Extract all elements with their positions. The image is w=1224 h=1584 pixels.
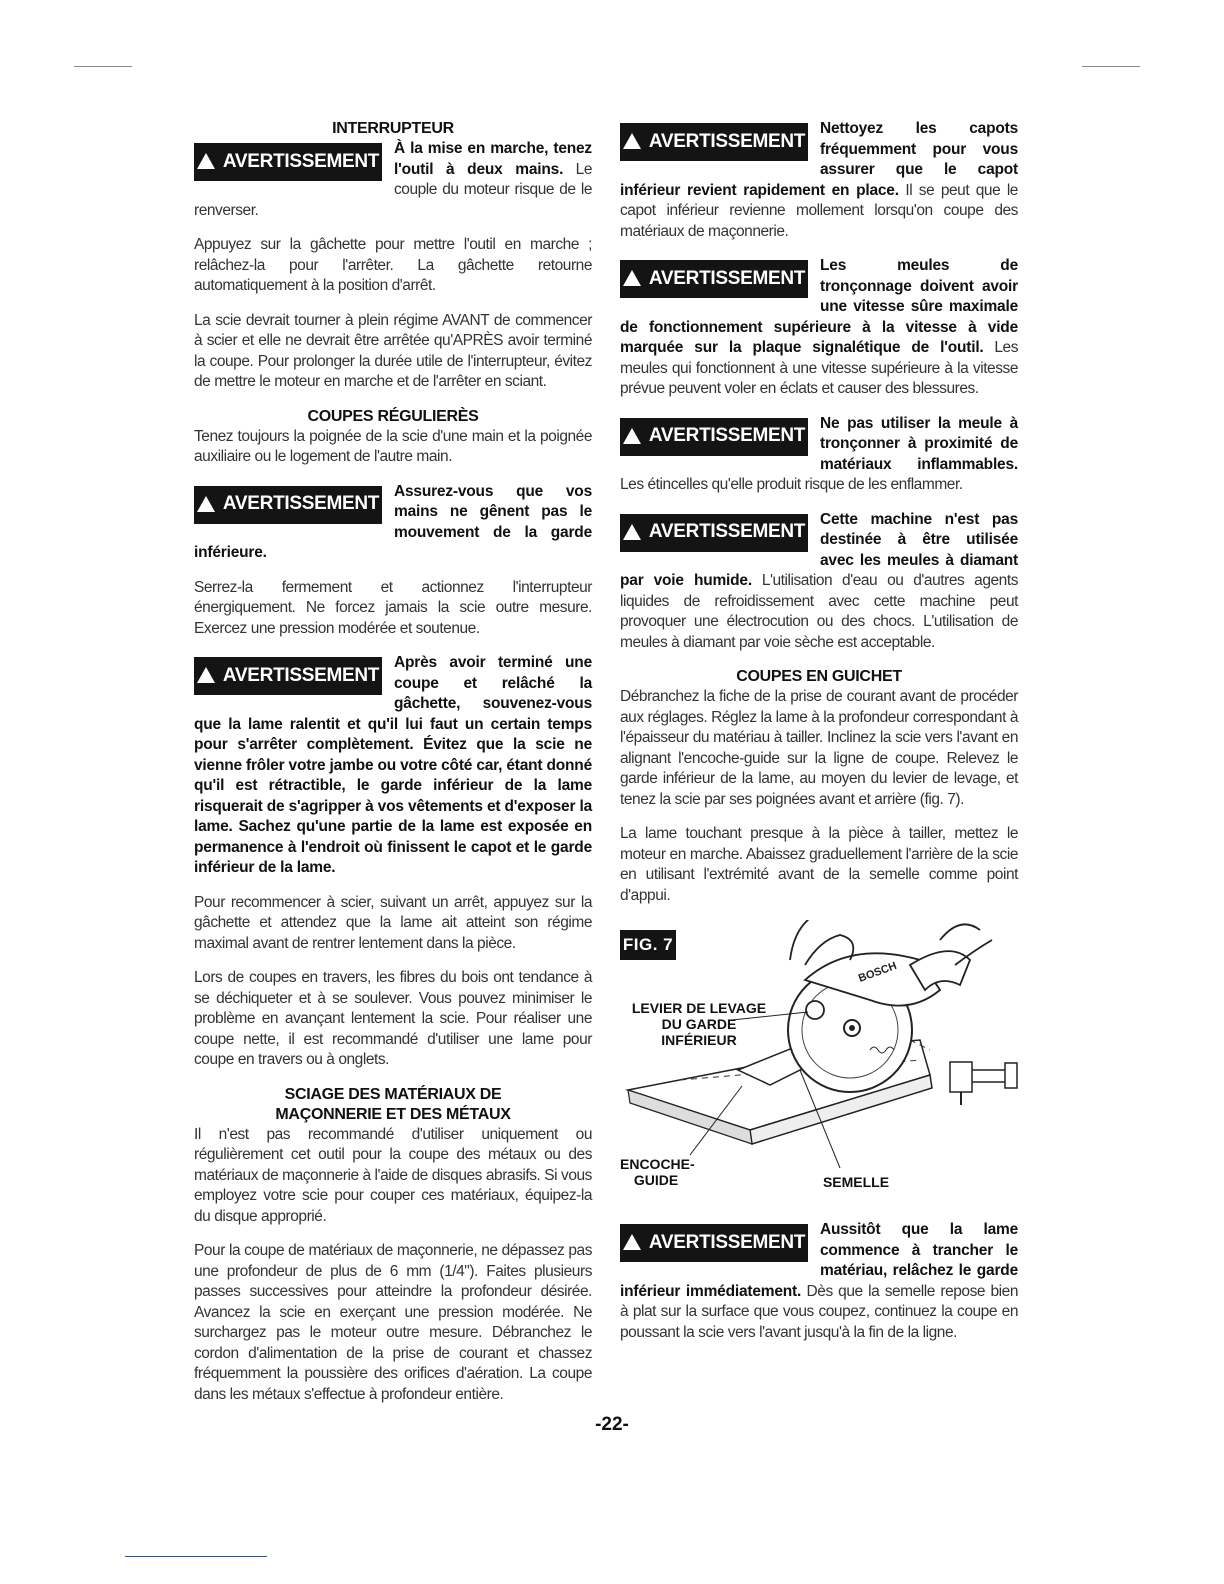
- paragraph-hold-saw: Tenez toujours la poignée de la scie d'une main et la poignée auxiliaire ou le logement de l'autre main.: [194, 427, 592, 465]
- warning-triangle-icon: [197, 496, 215, 512]
- paragraph-crosscut: Lors de coupes en travers, les fibres du bois ont tendance à se déchiqueter et à se soulever. Vous pouvez minimiser le problème en avançant lentement la scie. Pour réaliser une coupe nette, il est recommandé d'utiliser une lame pour coupe en travers ou à onglets.: [194, 969, 592, 1068]
- warning-triangle-icon: [623, 428, 641, 444]
- label-lift-lever-line1: LEVIER DE LEVAGE: [631, 1000, 767, 1016]
- figure-badge: FIG. 7: [620, 930, 676, 960]
- warning-badge-label: AVERTISSEMENT: [648, 425, 806, 447]
- paragraph-unplug-adjust: Débranchez la fiche de la prise de courant avant de procéder aux réglages. Réglez la lame à la profondeur correspondant à l'épaisseur du matériau à tailler. Inclinez la scie vers l'avant en alignant l'encoche-guide sur la ligne de coupe. Relevez le garde inférieur de la lame, au moyen du levier de levage, et tenez la scie par ses poignées avant et arrière (fig. 7).: [620, 688, 1018, 808]
- paragraph-restart: Pour recommencer à scier, suivant un arrêt, appuyez sur la gâchette et attendez que la lame ait atteint son régime maximal avant de rentrer lentement dans la pièce.: [194, 893, 592, 952]
- paragraph-abrasive: Il n'est pas recommandé d'utiliser uniquement ou régulièrement cet outil pour la coupe des métaux ou des matériaux de maçonnerie à l'aide de disques abrasifs. Si vous employez votre scie pour couper ces matériaux, équipez-la du disque approprié.: [194, 1125, 592, 1225]
- top-right-rule: [1082, 66, 1140, 67]
- heading-coupes-en-guichet: COUPES EN GUICHET: [736, 668, 902, 685]
- warning-bold-text: Ne pas utiliser la meule à tronçonner à proximité de matériaux inflammables.: [820, 414, 1018, 473]
- label-guide-notch-line2: GUIDE: [633, 1172, 679, 1188]
- warning-badge-label: AVERTISSEMENT: [648, 1231, 806, 1253]
- warning-badge: [194, 143, 382, 181]
- label-shoe: SEMELLE: [822, 1174, 890, 1190]
- warning-bold-text: À la mise en marche, tenez l'outil à deux mains.: [394, 140, 592, 178]
- warning-triangle-icon: [197, 153, 215, 169]
- heading-sciage-line1: SCIAGE DES MATÉRIAUX DE: [284, 1085, 502, 1103]
- warning-badge: [620, 1224, 808, 1262]
- heading-sciage-line2: MAÇONNERIE ET DES MÉTAUX: [275, 1105, 511, 1123]
- warning-text: Les étincelles qu'elle produit risque de les enflammer.: [620, 476, 963, 493]
- paragraph-lower-saw: La lame touchant presque à la pièce à tailler, mettez le moteur en marche. Abaissez graduellement l'arrière de la scie en utilisant l'extrémité avant de la semelle comme point d'appui.: [620, 825, 1018, 904]
- warning-triangle-icon: [623, 133, 641, 149]
- warning-badge: [620, 514, 808, 552]
- warning-bold-text: Les meules de tronçonnage doivent avoir une vitesse sûre maximale de fonctionnement supérieure à la vitesse à vide marquée sur la plaque signalétique de l'outil.: [620, 257, 1018, 356]
- footer-rule: [125, 1556, 267, 1557]
- figure-7: [620, 920, 1020, 1210]
- warning-triangle-icon: [623, 1234, 641, 1250]
- warning-badge-label: AVERTISSEMENT: [648, 267, 806, 289]
- warning-text: Le couple du moteur risque de le renverser.: [194, 160, 593, 219]
- warning-bold-text: Après avoir terminé une coupe et relâché la gâchette, souvenez-vous que la lame ralentit et qu'il lui faut un certain temps pour s'arrêter complètement. Évitez que la scie ne vienne frôler votre jambe ou votre côté car, étant donné qu'il est rétractible, le garde inférieur de la lame risquerait de s'agripper à vos vêtements et d'exposer la lame. Sachez qu'une partie de la lame est exposée en permanence à l'endroit où finissent le capot et le garde inférieur de la lame.: [194, 654, 592, 876]
- warning-bold-text: Cette machine n'est pas destinée à être utilisée avec les meules à diamant par voie humide.: [620, 510, 1018, 589]
- warning-badge-label: AVERTISSEMENT: [222, 493, 380, 515]
- warning-wet-diamond: [620, 510, 1018, 654]
- warning-badge: [620, 418, 808, 456]
- warning-badge: [194, 486, 382, 524]
- right-column: [620, 119, 1018, 1357]
- paragraph-trigger: Appuyez sur la gâchette pour mettre l'outil en marche ; relâchez-la pour l'arrêter. La gâchette retourne automatiquement à la position d'arrêt.: [194, 236, 592, 294]
- warning-badge-label: AVERTISSEMENT: [648, 130, 806, 152]
- top-left-rule: [74, 66, 132, 67]
- warning-flammable: [620, 414, 1018, 496]
- warning-hands-guard: [194, 482, 592, 564]
- brand-text: BOSCH: [856, 959, 899, 985]
- warning-release-guard: [620, 1220, 1018, 1343]
- warning-text: L'utilisation d'eau ou d'autres agents liquides de refroidissement avec cette machine peut provoquer une électrocution ou des chocs. L'utilisation de meules à diamant par voie sèche est acceptable.: [620, 572, 1019, 651]
- paragraph-grip-firmly: Serrez-la fermement et actionnez l'interrupteur énergiquement. Ne forcez jamais la scie outre mesure. Exercez une pression modérée et soutenue.: [194, 578, 592, 637]
- warning-text: Il se peut que le capot inférieur revienne mollement lorsqu'on coupe des matériaux de maçonnerie.: [620, 181, 1018, 240]
- warning-triangle-icon: [623, 270, 641, 286]
- warning-badge: [194, 657, 382, 695]
- heading-interrupteur: INTERRUPTEUR: [332, 120, 454, 137]
- warning-text: Les meules qui fonctionnent à une vitesse supérieure à la vitesse prévue peuvent voler en éclats et causer des blessures.: [620, 339, 1019, 397]
- warning-bold-text: Aussitôt que la lame commence à trancher le matériau, relâchez le garde inférieur immédiatement.: [620, 1221, 1018, 1300]
- warning-bold-text: Assurez-vous que vos mains ne gênent pas le mouvement de la garde inférieure.: [194, 482, 592, 561]
- label-guide-notch-line1: ENCOCHE-: [620, 1156, 695, 1172]
- warning-two-hands: [194, 139, 592, 221]
- paragraph-full-speed: La scie devrait tourner à plein régime AVANT de commencer à scier et elle ne devrait être arrêtée qu'APRÈS avoir terminé la coupe. Pour prolonger la durée utile de l'interrupteur, évitez de mettre le moteur en marche et de l'arrêter en sciant.: [194, 311, 592, 390]
- warning-badge: [620, 123, 808, 161]
- warning-bold-text: Nettoyez les capots fréquemment pour vous assurer que le capot inférieur revient rapidement en place.: [620, 120, 1018, 199]
- paragraph-masonry-depth: Pour la coupe de matériaux de maçonnerie, ne dépassez pas une profondeur de plus de 6 mm (1/4"). Faites plusieurs passes successives pour atteindre la profondeur désirée. Avancez la scie en exerçant une pression modérée. Ne surchargez pas le moteur outre mesure. Débranchez le cordon d'alimentation de la prise de courant et chassez fréquemment la poussière des orifices d'aération. La coupe dans les métaux s'effectue à profondeur entière.: [194, 1242, 592, 1403]
- label-lift-lever-line3: INFÉRIEUR: [661, 1032, 737, 1048]
- label-lift-lever: [620, 1000, 778, 1048]
- warning-badge-label: AVERTISSEMENT: [648, 521, 806, 543]
- label-lift-lever-line2: DU GARDE: [661, 1016, 737, 1032]
- warning-blade-coast: [194, 653, 592, 879]
- page-number: -22-: [595, 1414, 629, 1435]
- label-guide-notch: [620, 1156, 695, 1188]
- warning-badge: [620, 260, 808, 298]
- warning-text: Dès que la semelle repose bien à plat sur la surface que vous coupez, continuez la coupe en poussant la scie vers l'avant jusqu'à la fin de la ligne.: [620, 1282, 1018, 1341]
- warning-wheel-speed: [620, 256, 1018, 400]
- warning-clean-guards: [620, 119, 1018, 242]
- heading-coupes-regulieres: COUPES RÉGULIERÈS: [307, 407, 479, 425]
- warning-triangle-icon: [197, 667, 215, 683]
- warning-triangle-icon: [623, 524, 641, 540]
- left-column: [194, 119, 592, 1419]
- warning-badge-label: AVERTISSEMENT: [222, 664, 380, 686]
- warning-badge-label: AVERTISSEMENT: [222, 150, 380, 172]
